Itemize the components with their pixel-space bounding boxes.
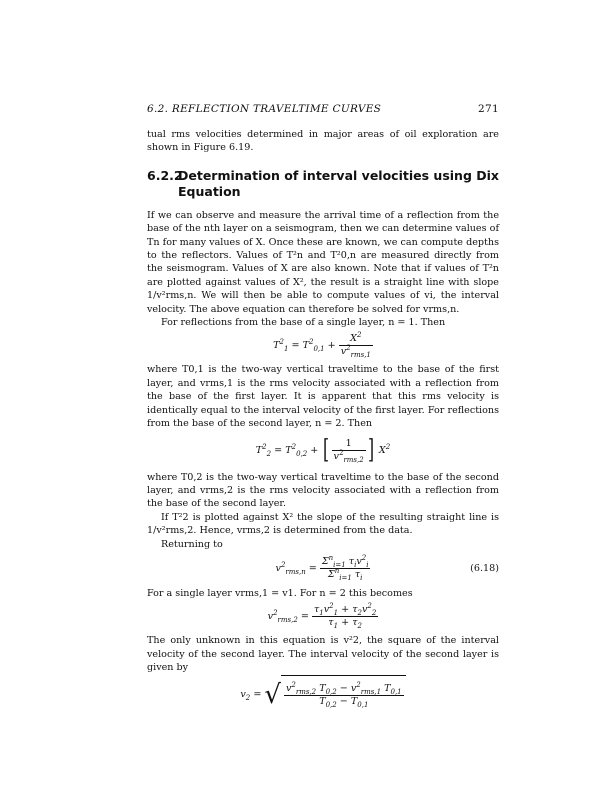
page-number: 271 <box>478 103 499 115</box>
paragraph-7: For a single layer vrms,1 = v1. For n = 2 this becomes <box>147 587 413 599</box>
equation-6-18: $v^2_{rms,n}$ = $\frac{\Sigma^n_{i=1} \tau_iv^2_i}{\Sigma^n_{i=1} \tau_i}$ (6.18) <box>147 551 499 587</box>
paragraph-6: Returning to <box>161 538 223 550</box>
paragraph-2: For reflections from the base of a single layer, n = 1. Then <box>161 317 446 329</box>
section-title: Determination of interval velocities using Dix Equation <box>178 167 499 199</box>
equation-single-layer: $T^2_1 = T^2_{0,1}$ + $\frac{X^2}{v^2_{rms,1}}$ <box>273 331 371 360</box>
section-heading <box>147 168 499 200</box>
running-header <box>147 103 499 117</box>
paragraph-3: where T0,1 is the two-way vertical traveltime to the base of the first layer, and vrms,1 is the rms velocity associated with a reflection from the base of the first layer. It is apparent that this rms velocity is identically equal to the interval velocity of the first layer. For reflections from the base of the second layer, n = 2. Then <box>147 364 499 430</box>
paragraph-4: where T0,2 is the two-way vertical traveltime to the base of the second layer, and vrms,2 is the rms velocity associated with a reflection from the base of the second layer. <box>147 471 499 510</box>
paragraph-8: The only unknown in this equation is v²2, the square of the interval velocity of the second layer. The interval velocity of the second layer is given by <box>147 635 499 674</box>
equation-second-layer: $T^2_2 = T^2_{0,2}$ + [ $\frac{1}{v^2_{rms,2}}$ ] $X^2$ <box>255 435 391 465</box>
equation-number: (6.18) <box>470 562 499 574</box>
equation-interval-velocity: $v_2$ = √ $\frac{v^2_{rms,2} T_{0,2} - v^2_{rms,1} T_{0,1}}{T_{0,2} - T_{0,1}}$ <box>147 675 499 713</box>
intro-paragraph: tual rms velocities determined in major areas of oil exploration are shown in Figure 6.19. <box>147 129 499 154</box>
equation-two-layer: $v^2_{rms,2}$ = $\frac{\tau_1v^2_1 + \tau_2v^2_2}{\tau_1 + \tau_2}$ <box>267 602 377 631</box>
paragraph-5: If T²2 is plotted against X² the slope of the resulting straight line is 1/v²rms,2. Hence, vrms,2 is determined from the data. <box>147 511 499 537</box>
section-number: 6.2.2 <box>147 167 183 183</box>
running-title: 6.2. REFLECTION TRAVELTIME CURVES <box>147 103 382 115</box>
body-text <box>147 128 499 713</box>
paragraph-1: If we can observe and measure the arrival time of a reflection from the base of the nth layer on a seismogram, then we can determine values of Tn for many values of X. Once these are known, we can compute depths to the reflectors. Values of T²n and T²0,n are measured directly from the seismogram. Values of X are also known. Note that if values of T²n are plotted against values of X², the result is a straight line with slope 1/v²rms,n. We will then be able to compute values of vi, the interval velocity. The above equation can therefore be solved for vrms,n. <box>147 209 499 315</box>
